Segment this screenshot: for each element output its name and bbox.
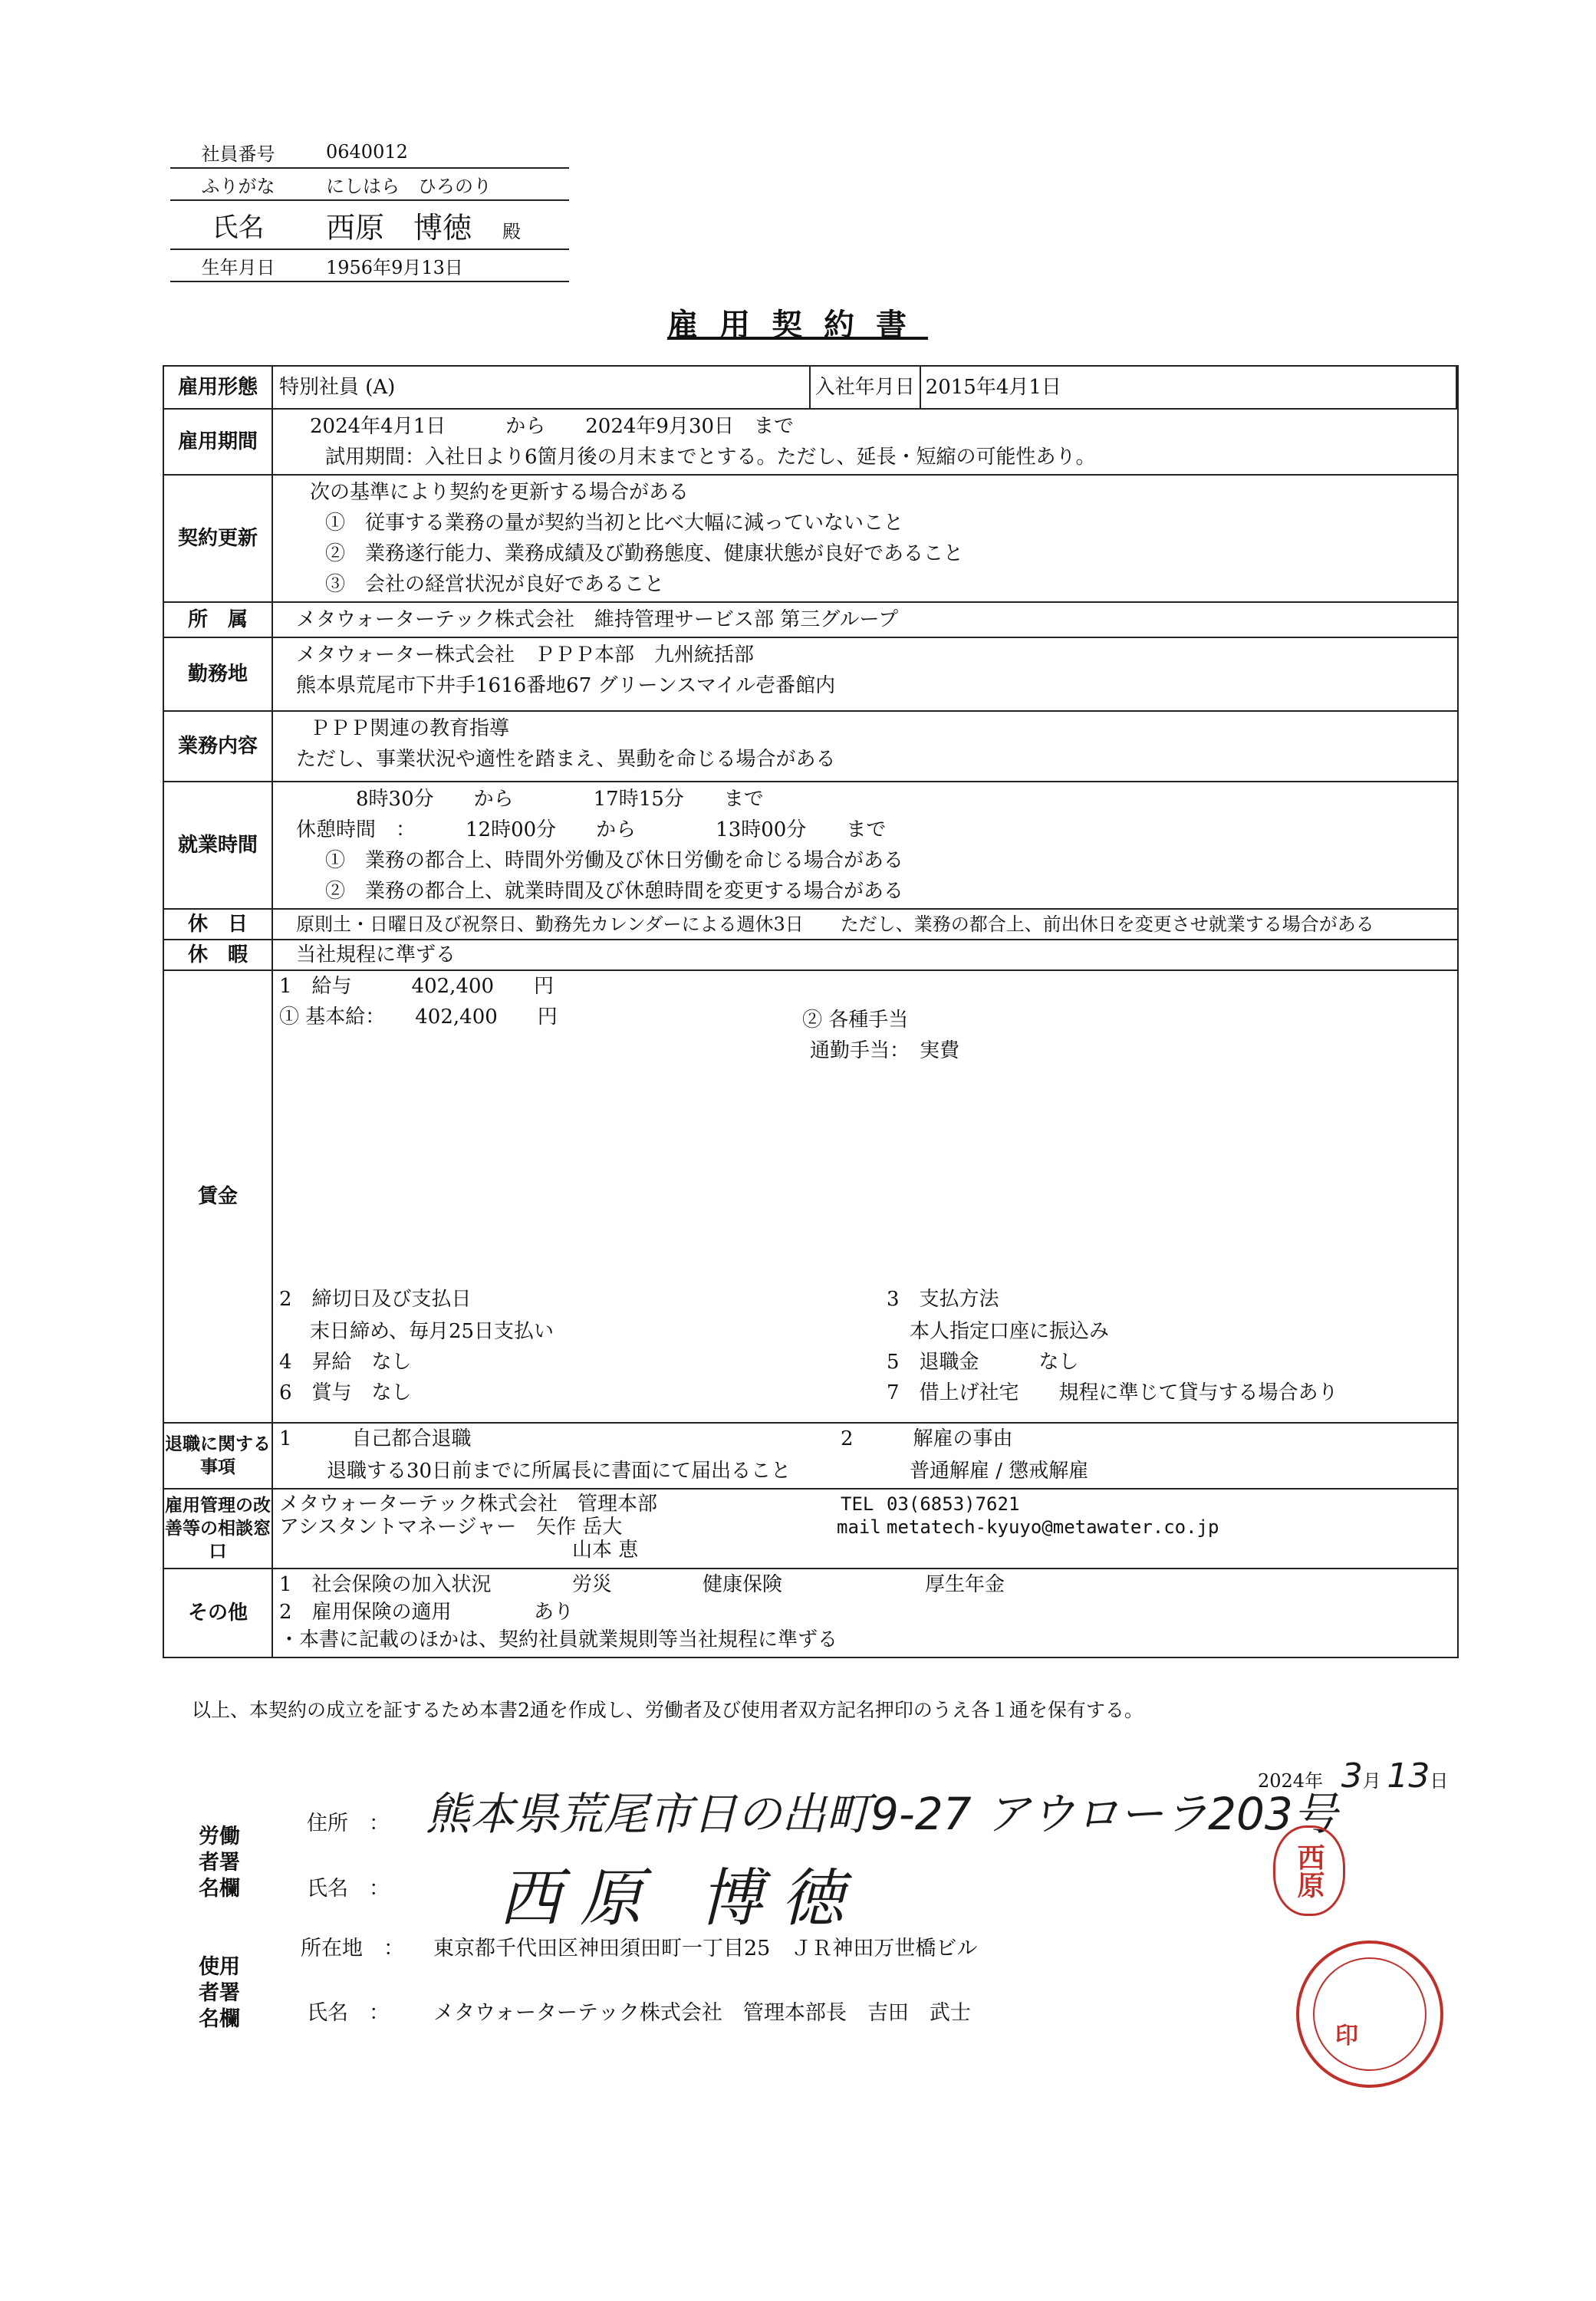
resign-v2b: 普通解雇 / 懲戒解雇 xyxy=(910,1460,1089,1483)
workplace-label: 勤務地 xyxy=(163,637,272,711)
period-line1: 2024年4月1日 から 2024年9月30日 まで xyxy=(310,415,795,438)
renewal-line2: ① 従事する業務の量が契約当初と比べ大幅に減っていないこと xyxy=(325,512,904,535)
affiliation-value: メタウォーターテック株式会社 維持管理サービス部 第三グループ xyxy=(296,608,899,631)
date-year-unit: 年 xyxy=(1305,1770,1324,1792)
company-seal xyxy=(1296,1941,1443,2088)
date-day-unit: 日 xyxy=(1430,1770,1449,1792)
renewal-line3: ② 業務遂行能力、業務成績及び勤務態度、健康状態が良好であること xyxy=(325,542,964,565)
insurance-a: 労災 xyxy=(572,1573,613,1596)
retirement: 5 退職金 なし xyxy=(887,1351,1079,1374)
emp-insurance-title: 2 雇用保険の適用 xyxy=(279,1601,452,1624)
personal-seal xyxy=(1273,1825,1345,1916)
other-note: ・本書に記載のほかは、契約社員就業規則等当社規程に準ずる xyxy=(279,1628,838,1651)
consult-role: アシスタントマネージャー 矢作 岳大 xyxy=(279,1516,623,1539)
consult-org: メタウォーターテック株式会社 管理本部 xyxy=(279,1493,657,1516)
tel-label: TEL xyxy=(841,1493,874,1515)
resign-v1b: 退職する30日前までに所属長に書面にて届出ること xyxy=(327,1460,791,1483)
name-label: 氏名 xyxy=(170,200,306,249)
employer-block-label: 使用者署名欄 xyxy=(199,1955,240,2031)
period-label: 雇用期間 xyxy=(163,409,272,475)
employer-location-label: 所在地 ： xyxy=(301,1937,404,1960)
employer-name-label: 氏名 ： xyxy=(307,2001,390,2025)
hours-label: 就業時間 xyxy=(163,782,272,909)
document-title: 雇用契約書 xyxy=(667,307,928,343)
date-month-unit: 月 xyxy=(1362,1770,1381,1792)
pay-title: 3 支払方法 xyxy=(887,1288,999,1311)
join-date: 2015年4月1日 xyxy=(920,367,1456,408)
wage-base: ① 基本給： 402,400 円 xyxy=(279,1006,558,1029)
company-seal-text: 印 xyxy=(1335,2023,1358,2049)
renewal-label: 契約更新 xyxy=(163,475,272,602)
worker-signature: 西原 博徳 xyxy=(499,1862,863,1935)
employee-number: 0640012 xyxy=(306,137,569,168)
employer-location: 東京都千代田区神田須田町一丁目25 ＪＲ神田万世橋ビル xyxy=(433,1937,978,1960)
duties-label: 業務内容 xyxy=(163,711,272,782)
worker-block-label: 労働者署名欄 xyxy=(199,1825,240,1901)
resign-label: 退職に関する事項 xyxy=(163,1423,272,1489)
mail: metatech-kyuyo@metawater.co.jp xyxy=(887,1516,1219,1538)
wage-label: 賃金 xyxy=(163,970,272,1423)
wage-commute: 通勤手当： 実費 xyxy=(810,1039,960,1062)
wage-salary: 1 給与 402,400 円 xyxy=(279,975,554,998)
holiday-label: 休 日 xyxy=(163,909,272,940)
contract-table xyxy=(163,365,1459,1658)
duties-line2: ただし、事業状況や適性を踏まえ、異動を命じる場合がある xyxy=(296,748,836,771)
affiliation-label: 所 属 xyxy=(163,602,272,637)
type-label: 雇用形態 xyxy=(163,366,272,409)
period-line2: 試用期間：入社日より6箇月後の月末までとする。ただし、延長・短縮の可能性あり。 xyxy=(325,446,1096,469)
raise: 4 昇給 なし xyxy=(279,1351,412,1374)
company-seal-ring xyxy=(1313,1957,1427,2071)
honorific: 殿 xyxy=(502,220,522,242)
worker-name-label: 氏名 ： xyxy=(307,1877,390,1901)
furigana-label: ふりがな xyxy=(170,168,306,200)
birth-date: 1956年9月13日 xyxy=(306,249,569,281)
resign-v2: 2 解雇の事由 xyxy=(841,1427,1013,1450)
date-month: 3 xyxy=(1341,1756,1363,1796)
wage-allow-title: ② 各種手当 xyxy=(802,1009,909,1032)
other-label: その他 xyxy=(163,1569,272,1657)
hours-line4: ② 業務の都合上、就業時間及び休憩時間を変更する場合がある xyxy=(325,880,904,903)
join-label: 入社年月日 xyxy=(810,367,920,408)
tel: 03(6853)7621 xyxy=(887,1493,1020,1515)
renewal-line4: ③ 会社の経営状況が良好であること xyxy=(325,573,665,596)
employee-number-label: 社員番号 xyxy=(170,137,306,168)
duties-line1: ＰＰＰ関連の教育指導 xyxy=(310,717,510,740)
workplace-line1: メタウォーター株式会社 ＰＰＰ本部 九州統括部 xyxy=(296,644,754,667)
leave-value: 当社規程に準ずる xyxy=(296,943,456,966)
employee-header xyxy=(170,137,569,282)
date-day: 13 xyxy=(1387,1756,1430,1796)
pay-value: 本人指定口座に振込み xyxy=(910,1320,1110,1343)
employer-name: メタウォーターテック株式会社 管理本部長 吉田 武士 xyxy=(433,2001,971,2025)
resign-v1: 1 自己都合退職 xyxy=(279,1427,472,1450)
consult-person2: 山本 恵 xyxy=(572,1539,639,1562)
housing: 7 借上げ社宅 規程に準じて貸与する場合あり xyxy=(887,1381,1338,1404)
furigana: にしはら ひろのり xyxy=(306,168,569,200)
renewal-line1: 次の基準により契約を更新する場合がある xyxy=(310,481,689,504)
personal-seal-text: 西原 xyxy=(1293,1843,1325,1898)
type-value: 特別社員 (A) xyxy=(279,376,396,399)
emp-insurance-value: あり xyxy=(534,1601,574,1624)
worker-address: 熊本県荒尾市日の出町9-27 アウローラ203号 xyxy=(426,1788,1338,1840)
leave-label: 休 暇 xyxy=(163,940,272,970)
hours-line3: ① 業務の都合上、時間外労働及び休日労働を命じる場合がある xyxy=(325,849,904,872)
mail-label: mail xyxy=(837,1516,881,1538)
closing-title: 2 締切日及び支払日 xyxy=(279,1288,472,1311)
footnote: 以上、本契約の成立を証するため本書2通を作成し、労働者及び使用者双方記名押印のうえ各１通を保有する。 xyxy=(192,1699,1144,1721)
date-year: 2024 xyxy=(1258,1770,1305,1792)
employee-name: 西原 博徳 xyxy=(326,210,472,245)
insurance-title: 1 社会保険の加入状況 xyxy=(279,1573,492,1596)
worker-address-label: 住所 ： xyxy=(307,1812,390,1835)
insurance-c: 厚生年金 xyxy=(925,1573,1005,1596)
consult-label: 雇用管理の改善等の相談窓口 xyxy=(163,1489,272,1569)
insurance-b: 健康保険 xyxy=(703,1573,783,1596)
hours-line1: 8時30分 から 17時15分 まで xyxy=(356,788,764,811)
bonus: 6 賞与 なし xyxy=(279,1381,412,1404)
closing-value: 末日締め、毎月25日支払い xyxy=(310,1320,554,1343)
holiday-value: 原則土・日曜日及び祝祭日、勤務先カレンダーによる週休3日 ただし、業務の都合上、前出休日を変更させ就業する場合がある xyxy=(296,913,1374,935)
workplace-line2: 熊本県荒尾市下井手1616番地67 グリーンスマイル壱番館内 xyxy=(296,674,836,697)
hours-line2: 休憩時間 ： 12時00分 から 13時00分 まで xyxy=(296,818,887,841)
birth-label: 生年月日 xyxy=(170,249,306,281)
